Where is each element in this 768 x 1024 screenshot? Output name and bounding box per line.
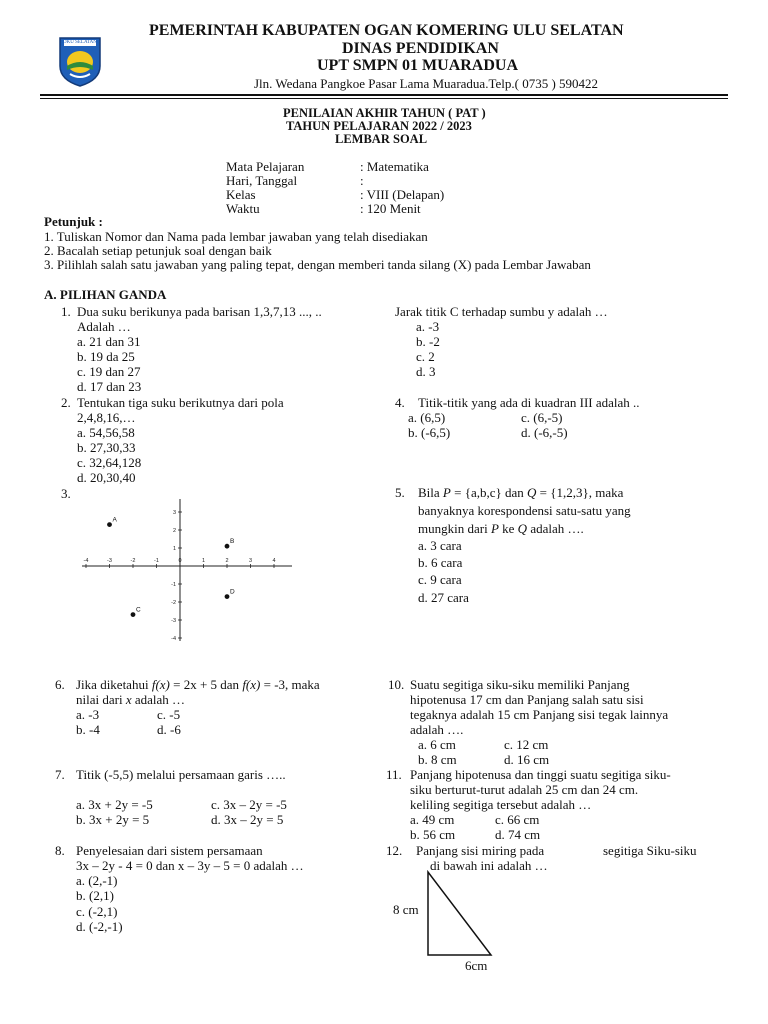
- question-text: Jika diketahui f(x) = 2x + 5 dan f(x) = -3, maka: [76, 677, 320, 692]
- option-a[interactable]: a. 6 cm: [418, 737, 456, 752]
- info-value: :: [360, 173, 364, 188]
- option-c[interactable]: c. (-2,1): [76, 904, 118, 919]
- x-tick-label: 0: [178, 558, 182, 564]
- option-c[interactable]: c. 66 cm: [495, 812, 540, 827]
- logo-text: OKU SELATAN: [63, 40, 97, 45]
- option-c[interactable]: c. -5: [157, 707, 181, 722]
- x-tick-label: 3: [248, 558, 253, 564]
- point-label: A: [112, 516, 117, 524]
- y-tick-label: 3: [172, 510, 176, 516]
- question-text: Dua suku berikunya pada barisan 1,3,7,13 ..., ..: [77, 304, 322, 319]
- question-text: 3x – 2y - 4 = 0 dan x – 3y – 5 = 0 adalah …: [76, 858, 304, 873]
- option-a[interactable]: a. 54,56,58: [77, 425, 135, 440]
- option-b[interactable]: b. (-6,5): [408, 425, 451, 440]
- y-tick-label: -3: [171, 618, 176, 624]
- question-number: 2.: [61, 395, 71, 410]
- info-label: Waktu: [226, 201, 260, 216]
- header-department: DINAS PENDIDIKAN: [342, 40, 499, 57]
- header-government: PEMERINTAH KABUPATEN OGAN KOMERING ULU SELATAN: [149, 22, 624, 39]
- option-a[interactable]: a. -3: [76, 707, 100, 722]
- option-b[interactable]: b. -2: [416, 334, 440, 349]
- option-b[interactable]: b. -4: [76, 722, 100, 737]
- x-tick-label: 4: [272, 558, 276, 564]
- option-b[interactable]: b. 56 cm: [410, 827, 456, 842]
- point-b: [225, 544, 230, 549]
- option-a[interactable]: a. (2,-1): [76, 873, 118, 888]
- question-number: 1.: [61, 304, 71, 319]
- option-c[interactable]: c. 12 cm: [504, 737, 549, 752]
- x-tick-label: 2: [225, 558, 229, 564]
- x-tick-label: -4: [83, 558, 89, 564]
- option-b[interactable]: b. 6 cara: [418, 555, 463, 570]
- question-text: Panjang sisi miring pada: [416, 843, 545, 858]
- question-text: tegaknya adalah 15 cm Panjang sisi tegak lainnya: [410, 707, 669, 722]
- question-text: Jarak titik C terhadap sumbu y adalah …: [395, 304, 608, 319]
- option-c[interactable]: c. 2: [416, 349, 435, 364]
- option-a[interactable]: a. 3 cara: [418, 538, 462, 553]
- option-d[interactable]: d. 74 cm: [495, 827, 541, 842]
- question-text: Penyelesaian dari sistem persamaan: [76, 843, 263, 858]
- option-b[interactable]: b. 3x + 2y = 5: [76, 812, 150, 827]
- x-tick-label: 1: [201, 558, 206, 564]
- right-triangle-figure: [425, 870, 495, 960]
- question-text: di bawah ini adalah …: [430, 858, 548, 873]
- question-text: Titik (-5,5) melalui persamaan garis …..: [76, 767, 286, 782]
- question-number: 10.: [388, 677, 405, 692]
- question-text: Titik-titik yang ada di kuadran III adalah ..: [418, 395, 640, 410]
- y-tick-label: 2: [172, 528, 176, 534]
- exam-year: TAHUN PELAJARAN 2022 / 2023: [286, 119, 472, 133]
- info-label: Mata Pelajaran: [226, 159, 305, 174]
- option-a[interactable]: a. (6,5): [408, 410, 446, 425]
- info-value: : Matematika: [360, 159, 429, 174]
- question-number: 7.: [55, 767, 65, 782]
- option-d[interactable]: d. 27 cara: [418, 590, 469, 605]
- option-c[interactable]: c. 19 dan 27: [77, 364, 141, 379]
- option-d[interactable]: d. 3x – 2y = 5: [211, 812, 284, 827]
- question-text: segitiga Siku-siku: [603, 843, 697, 858]
- question-text: nilai dari x adalah …: [76, 692, 186, 707]
- option-a[interactable]: a. 3x + 2y = -5: [76, 797, 153, 812]
- question-text: Adalah …: [77, 319, 131, 334]
- option-d[interactable]: d. 17 dan 23: [77, 379, 142, 394]
- instruction-item: 1. Tuliskan Nomor dan Nama pada lembar jawaban yang telah disediakan: [44, 229, 428, 244]
- instruction-item: 2. Bacalah setiap petunjuk soal dengan baik: [44, 243, 272, 258]
- point-label: C: [136, 606, 141, 614]
- option-c[interactable]: c. 32,64,128: [77, 455, 142, 470]
- option-d[interactable]: d. 20,30,40: [77, 470, 136, 485]
- option-c[interactable]: c. 3x – 2y = -5: [211, 797, 287, 812]
- question-text: Suatu segitiga siku-siku memiliki Panjang: [410, 677, 630, 692]
- question-text: 2,4,8,16,…: [77, 410, 136, 425]
- question-text: siku berturut-turut adalah 25 cm dan 24 cm.: [410, 782, 639, 797]
- option-b[interactable]: b. 8 cm: [418, 752, 457, 767]
- y-tick-label: -2: [171, 600, 176, 606]
- question-text: adalah ….: [410, 722, 464, 737]
- point-d: [225, 594, 230, 599]
- question-number: 4.: [395, 395, 405, 410]
- option-d[interactable]: d. 16 cm: [504, 752, 550, 767]
- option-c[interactable]: c. 9 cara: [418, 572, 462, 587]
- question-number: 12.: [386, 843, 403, 858]
- option-b[interactable]: b. 27,30,33: [77, 440, 136, 455]
- option-b[interactable]: b. (2,1): [76, 888, 114, 903]
- header-divider: [40, 94, 728, 99]
- question-text: hipotenusa 17 cm dan Panjang salah satu sisi: [410, 692, 644, 707]
- instruction-item: 3. Pilihlah salah satu jawaban yang paling tepat, dengan memberi tanda silang (X) pada Lembar Jawaban: [44, 257, 591, 272]
- header-school: UPT SMPN 01 MUARADUA: [317, 57, 519, 74]
- option-a[interactable]: a. 21 dan 31: [77, 334, 141, 349]
- question-text: Panjang hipotenusa dan tinggi suatu segitiga siku-: [410, 767, 671, 782]
- question-number: 11.: [386, 767, 402, 782]
- y-tick-label: -4: [171, 636, 176, 642]
- exam-sheet: LEMBAR SOAL: [335, 132, 428, 146]
- exam-title: PENILAIAN AKHIR TAHUN ( PAT ): [283, 106, 486, 120]
- question-text: Bila P = {a,b,c} dan Q = {1,2,3}, maka: [418, 485, 624, 500]
- x-tick-label: -2: [130, 558, 136, 564]
- point-label: D: [230, 588, 235, 596]
- question-number: 3.: [61, 486, 71, 501]
- option-a[interactable]: a. 49 cm: [410, 812, 455, 827]
- question-number: 8.: [55, 843, 65, 858]
- section-title: A. PILIHAN GANDA: [44, 287, 167, 302]
- triangle-base-label: 6cm: [465, 958, 488, 973]
- info-value: : 120 Menit: [360, 201, 421, 216]
- option-d[interactable]: d. 3: [416, 364, 436, 379]
- instructions-title: Petunjuk :: [44, 214, 103, 229]
- option-d[interactable]: d. (-2,-1): [76, 919, 123, 934]
- x-tick-label: -3: [107, 558, 112, 564]
- question-number: 5.: [395, 485, 405, 500]
- triangle-side-label: 8 cm: [393, 902, 419, 917]
- info-label: Kelas: [226, 187, 256, 202]
- x-tick-label: -1: [154, 558, 159, 564]
- option-d[interactable]: d. -6: [157, 722, 181, 737]
- y-tick-label: -1: [171, 582, 176, 588]
- option-b[interactable]: b. 19 da 25: [77, 349, 135, 364]
- question-text: banyaknya korespondensi satu-satu yang: [418, 503, 631, 518]
- option-d[interactable]: d. (-6,-5): [521, 425, 568, 440]
- option-a[interactable]: a. -3: [416, 319, 440, 334]
- point-c: [131, 612, 136, 617]
- option-c[interactable]: c. (6,-5): [521, 410, 563, 425]
- question-text: keliling segitiga tersebut adalah …: [410, 797, 592, 812]
- point-label: B: [230, 538, 235, 546]
- y-tick-label: 1: [172, 546, 176, 552]
- header-address: Jln. Wedana Pangkoe Pasar Lama Muaradua.Telp.( 0735 ) 590422: [254, 76, 599, 91]
- question-text: mungkin dari P ke Q adalah ….: [418, 521, 584, 536]
- point-a: [107, 522, 112, 527]
- info-value: : VIII (Delapan): [360, 187, 445, 202]
- info-label: Hari, Tanggal: [226, 173, 298, 188]
- question-text: Tentukan tiga suku berikutnya dari pola: [77, 395, 284, 410]
- question-number: 6.: [55, 677, 65, 692]
- coordinate-graph: [78, 496, 298, 646]
